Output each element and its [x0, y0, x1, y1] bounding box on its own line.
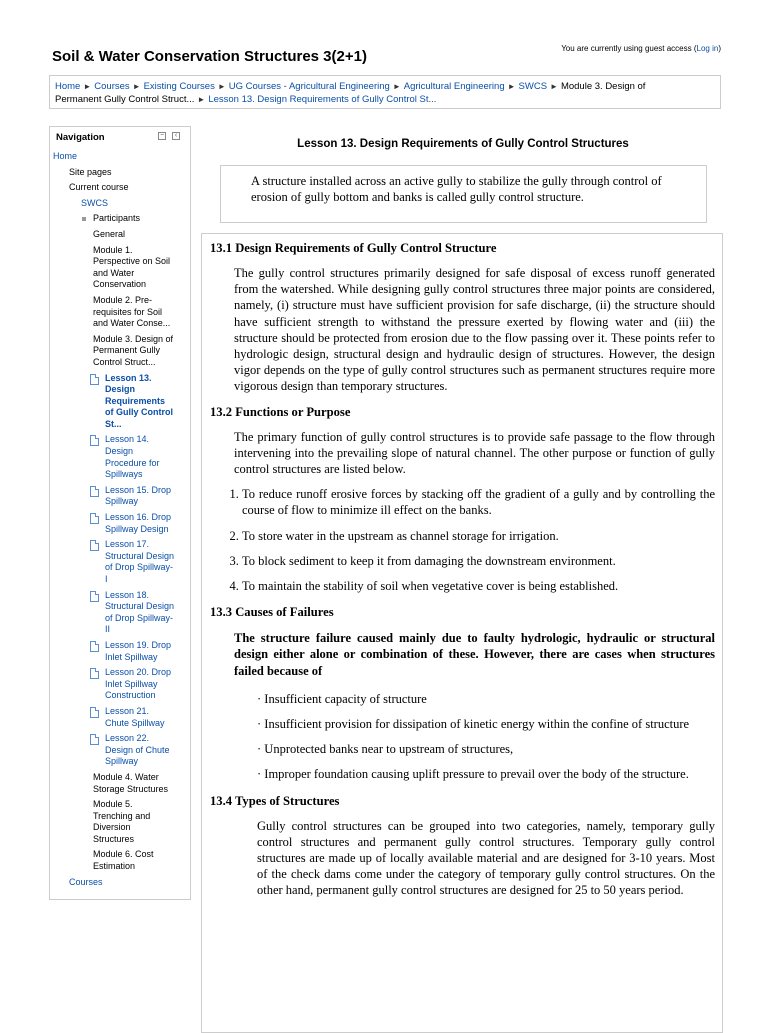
nav-lesson-line: Structural Design: [105, 550, 175, 561]
lesson-content: [201, 233, 723, 1033]
page-icon: [90, 540, 99, 551]
page-icon: [90, 734, 99, 745]
breadcrumb-separator: ►: [550, 82, 558, 91]
page-icon: [90, 707, 99, 718]
breadcrumb-separator: ►: [217, 82, 226, 91]
login-info: [561, 44, 721, 53]
list-item: 1. To reduce runoff erosive forces by stacking off the gradient of a gully and by controlling the course of flow to minimize ill effect on the banks.: [242, 486, 715, 518]
bullet-icon: [82, 217, 86, 221]
nav-lesson-line: Inlet Spillway: [105, 678, 158, 689]
nav-lesson-line: St...: [105, 418, 122, 429]
section-heading-13-2: 13.2 Functions or Purpose: [210, 404, 351, 419]
nav-lesson-21[interactable]: [50, 706, 190, 729]
page-icon: [90, 486, 99, 497]
nav-lesson-line: of Drop Spillway-: [105, 612, 174, 623]
nav-lesson-line: Construction: [105, 690, 156, 701]
site-title: Soil & Water Conservation Structures 3(2+1): [52, 48, 367, 65]
nav-module2[interactable]: [50, 295, 190, 330]
breadcrumb-separator: ►: [132, 82, 141, 91]
nav-lesson-17[interactable]: [50, 539, 190, 585]
nav-module5[interactable]: [50, 799, 190, 845]
nav-courses[interactable]: Courses: [69, 876, 103, 887]
breadcrumb-ug-courses[interactable]: UG Courses - Agricultural Engineering: [228, 81, 390, 92]
navigation-block: [49, 126, 191, 900]
nav-lesson-22[interactable]: [50, 733, 190, 768]
nav-module1-line: Module 1.: [93, 244, 133, 255]
login-suffix: ): [718, 44, 721, 53]
nav-module5-line: Structures: [93, 833, 135, 844]
nav-lesson-line: of Drop Spillway-: [105, 562, 174, 573]
breadcrumb-module3-cont: Permanent Gully Control Struct...: [55, 94, 195, 105]
nav-lesson-line: II: [105, 624, 111, 635]
breadcrumb-separator: ►: [507, 82, 516, 91]
nav-lesson-18[interactable]: [50, 590, 190, 636]
nav-lesson-line: Spillway Design: [105, 523, 169, 534]
list-item: · Improper foundation causing uplift pressure to prevail over the body of the structure.: [257, 767, 689, 782]
nav-module1-line: and Water: [93, 267, 135, 278]
page-icon: [90, 668, 99, 679]
nav-lesson-line: Procedure for: [105, 457, 160, 468]
nav-lesson-line: Lesson 22.: [105, 733, 150, 744]
nav-lesson-14[interactable]: [50, 434, 190, 480]
nav-module4-line: Storage Structures: [93, 783, 169, 794]
breadcrumb-swcs[interactable]: SWCS: [518, 81, 548, 92]
section-body-13-3: The structure failure caused mainly due to faulty hydrologic, hydraulic or structural design either alone or combination of these. However, there are cases when structures failed because of: [234, 631, 715, 678]
nav-module3-line: Permanent Gully: [93, 345, 161, 356]
breadcrumb: [49, 75, 721, 109]
nav-lesson-line: Design of Chute: [105, 744, 170, 755]
list-item: · Insufficient provision for dissipation of kinetic energy within the confine of structure: [257, 717, 690, 732]
navigation-title: Navigation: [56, 132, 105, 143]
intro-box: [220, 165, 707, 223]
list-item: · Unprotected banks near to upstream of structures,: [257, 742, 514, 757]
breadcrumb-separator: ►: [83, 82, 92, 91]
section-body-13-4: Gully control structures can be grouped into two categories, namely, temporary gully control structures and permanent gully control structures. Temporary gully control structures are made up of locally available material and are designed for 3-10 years. Most of the check dams come under the category of temporary gully control structures. On the other hand, permanent gully control structures are designed for 25 to 50 years period.: [257, 818, 715, 898]
login-link[interactable]: Log in: [696, 44, 719, 53]
nav-lesson-line: of Gully Control: [105, 407, 173, 418]
nav-lesson-line: Spillway: [105, 756, 139, 767]
intro-text: A structure installed across an active gully to stabilize the gully through control of erosion of gully bottom and banks is called gully control structure.: [251, 174, 662, 204]
nav-module1[interactable]: [50, 245, 190, 291]
nav-lesson-19[interactable]: [50, 640, 190, 663]
breadcrumb-module3: Module 3. Design of: [560, 81, 646, 92]
nav-lesson-line: Lesson 13.: [105, 372, 152, 383]
nav-module4-line: Module 4. Water: [93, 771, 159, 782]
nav-module4[interactable]: [50, 772, 190, 795]
nav-lesson-line: Spillway: [105, 496, 139, 507]
navigation-header: [50, 127, 190, 147]
page-icon: [90, 374, 99, 385]
list-item: 3. To block sediment to keep it from damaging the downstream environment.: [242, 553, 715, 569]
nav-module1-line: Conservation: [93, 279, 147, 290]
nav-module6-line: Estimation: [93, 861, 136, 872]
section-heading-13-3: 13.3 Causes of Failures: [210, 605, 334, 620]
page-icon: [90, 641, 99, 652]
section-body-13-2: The primary function of gully control structures is to provide safe passage to the flow through intervening into the prevailing slope of natural channel. The other purpose or function of gully control structures are listed below.: [234, 429, 715, 477]
nav-module1-line: Perspective on Soil: [93, 256, 171, 267]
nav-home[interactable]: Home: [53, 151, 78, 161]
nav-lesson-line: I: [105, 574, 108, 584]
nav-lesson-line: Spillways: [105, 469, 143, 480]
page-icon: [90, 435, 99, 446]
navigation-tree: [50, 151, 190, 888]
causes-list: [210, 691, 715, 783]
nav-lesson-15[interactable]: [50, 485, 190, 508]
nav-module3-line: Module 3. Design of: [93, 333, 174, 344]
nav-lesson-line: Lesson 21.: [105, 705, 150, 716]
section-heading-13-4: 13.4 Types of Structures: [210, 793, 340, 808]
nav-lesson-line: Lesson 20. Drop: [105, 667, 172, 678]
section-heading-13-1: 13.1 Design Requirements of Gully Control Structure: [210, 241, 497, 255]
page-icon: [90, 513, 99, 524]
nav-lesson-line: Requirements: [105, 395, 166, 406]
nav-general[interactable]: General: [93, 228, 126, 239]
nav-module6[interactable]: [50, 849, 190, 872]
nav-lesson-line: Design: [105, 384, 136, 395]
breadcrumb-existing-courses[interactable]: Existing Courses: [143, 81, 215, 92]
nav-lesson-20[interactable]: [50, 667, 190, 702]
nav-module2-line: Module 2. Pre-: [93, 294, 153, 305]
nav-lesson-line: Structural Design: [105, 601, 175, 612]
page-icon: [90, 591, 99, 602]
list-item: 2. To store water in the upstream as channel storage for irrigation.: [242, 528, 715, 544]
nav-participants[interactable]: [50, 213, 190, 225]
list-item: 4. To maintain the stability of soil when vegetative cover is being established.: [242, 578, 715, 594]
nav-module5-line: Trenching and: [93, 810, 151, 821]
nav-lesson-16[interactable]: [50, 512, 190, 535]
nav-lesson-line: Lesson 19. Drop: [105, 639, 172, 650]
list-item: · Insufficient capacity of structure: [257, 691, 427, 706]
nav-module2-line: and Water Conse...: [93, 318, 171, 329]
nav-lesson-line: Lesson 14.: [105, 434, 150, 445]
nav-module6-line: Module 6. Cost: [93, 849, 154, 860]
nav-lesson-line: Lesson 15. Drop: [105, 484, 172, 495]
breadcrumb-home[interactable]: Home: [55, 81, 81, 92]
nav-lesson-line: Lesson 16. Drop: [105, 512, 172, 523]
nav-module5-line: Module 5.: [93, 799, 133, 810]
collapse-icon[interactable]: −: [159, 132, 165, 139]
nav-lesson-line: Design: [105, 446, 134, 457]
nav-site-pages[interactable]: Site pages: [69, 166, 112, 177]
dock-icon[interactable]: ‹: [172, 132, 180, 140]
nav-lesson-13[interactable]: [50, 373, 190, 431]
nav-participants-label: Participants: [93, 213, 141, 224]
breadcrumb-separator: ►: [392, 82, 401, 91]
nav-module3-line: Control Struct...: [93, 356, 156, 367]
section-body-13-1: The gully control structures primarily designed for safe disposal of excess runoff generated from the watershed. While designing gully control structures three major points are considered, namely, (i) structure must have sufficient provision for safe discharge, (ii) the structure should have sufficient strength to withstand the pressure exerted by flowing water and (iii) the structure should be protected from erosion due to the flow passing over it. These points refer to hydrologic design, structural design and hydraulic design of structures. However, the design vigor depends on the type of gully control structures such as permanent structures require more vigorous design than temporary structures.: [234, 266, 715, 394]
nav-lesson-line: Lesson 17.: [105, 539, 150, 550]
login-prefix: You are currently using guest access (: [561, 44, 697, 53]
nav-lesson-line: Inlet Spillway: [105, 651, 158, 662]
nav-module2-line: requisites for Soil: [93, 306, 163, 317]
nav-module5-line: Diversion: [93, 822, 131, 833]
nav-lesson-line: Lesson 18.: [105, 589, 150, 600]
lesson-title: Lesson 13. Design Requirements of Gully Control Structures: [297, 138, 629, 150]
functions-list: [210, 486, 715, 594]
breadcrumb-courses[interactable]: Courses: [94, 81, 130, 92]
nav-course-swcs[interactable]: SWCS: [81, 197, 108, 208]
breadcrumb-separator: ►: [197, 95, 206, 104]
breadcrumb-lesson13[interactable]: Lesson 13. Design Requirements of Gully Control St...: [208, 94, 437, 105]
nav-current-course[interactable]: Current course: [69, 182, 129, 193]
breadcrumb-agricultural-engineering[interactable]: Agricultural Engineering: [403, 81, 505, 92]
nav-module3[interactable]: [50, 334, 190, 369]
nav-lesson-line: Chute Spillway: [105, 717, 165, 728]
